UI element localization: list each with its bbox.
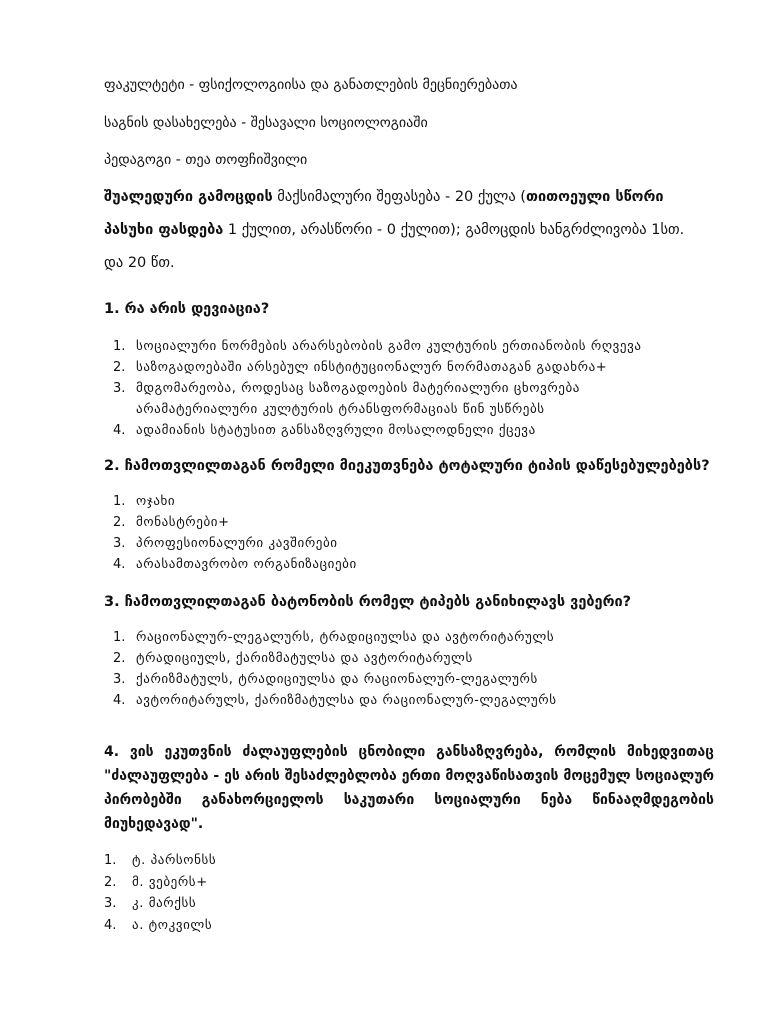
option-text: მდგომარეობა, როდესაც საზოგადოების მატერიალური ცხოვრება არამატერიალური კულტურის ტრანსფორმაციას წინ უსწრებს xyxy=(136,381,581,417)
option-item xyxy=(104,627,704,648)
option-item xyxy=(104,378,664,420)
intro-part-2: მაქსიმალური შეფასება - 20 ქულა ( xyxy=(272,189,526,205)
teacher-line: პედაგოგი - თეა თოფჩიშვილი xyxy=(104,152,308,168)
option-text: საზოგადოებაში არსებულ ინსტიტუციონალურ ნორმათაგან გადახრა+ xyxy=(136,360,608,375)
option-item xyxy=(104,420,664,441)
option-text: მონასტრები+ xyxy=(136,515,230,530)
option-text: პროფესიონალური კავშირები xyxy=(136,536,338,551)
option-text: მ. ვებერს+ xyxy=(132,874,208,890)
option-text: ოჯახი xyxy=(136,494,176,509)
option-number: 4. xyxy=(104,917,117,933)
question-1-options xyxy=(104,336,664,441)
option-number: 2. xyxy=(113,360,126,375)
option-item xyxy=(104,491,664,512)
option-number: 3. xyxy=(113,536,126,551)
option-item xyxy=(104,669,704,690)
exam-intro-paragraph xyxy=(104,181,704,280)
question-3-title: 3. ჩამოთვლილთაგან ბატონობის რომელ ტიპებს განიხილავს ვებერი? xyxy=(104,594,632,610)
option-text: ა. ტოკვილს xyxy=(132,917,213,933)
option-item xyxy=(104,850,504,872)
option-text: ავტორიტარულს, ქარიზმატულსა და რაციონალურ-ლეგალურს xyxy=(136,693,557,708)
question-2-title: 2. ჩამოთვლილთაგან რომელი მიეკუთვნება ტოტალური ტიპის დაწესებულებებს? xyxy=(104,458,710,474)
subject-line: საგნის დასახელება - შესავალი სოციოლოგიაში xyxy=(104,115,428,131)
option-text: კ. მარქსს xyxy=(132,896,197,911)
question-4-options xyxy=(104,850,504,936)
option-item xyxy=(104,893,504,915)
option-number: 3. xyxy=(113,381,126,396)
option-item xyxy=(104,648,704,669)
intro-part-1: შუალედური გამოცდის xyxy=(104,189,273,205)
option-number: 4. xyxy=(113,423,126,438)
option-number: 1. xyxy=(113,339,126,354)
option-text: ტრადიციულს, ქარიზმატულსა და ავტორიტარულს xyxy=(136,651,473,666)
option-text: სოციალური ნორმების არარსებობის გამო კულტურის ერთიანობის რღვევა xyxy=(136,339,642,354)
option-number: 4. xyxy=(113,557,126,572)
option-number: 4. xyxy=(113,693,126,708)
option-item xyxy=(104,554,664,575)
option-number: 3. xyxy=(104,896,117,911)
option-text: ადამიანის სტატუსით განსაზღვრული მოსალოდნელი ქცევა xyxy=(136,423,536,438)
question-2-options xyxy=(104,491,664,575)
option-text: ტ. პარსონსს xyxy=(132,853,217,868)
option-number: 2. xyxy=(113,651,126,666)
question-1-title: 1. რა არის დევიაცია? xyxy=(104,301,270,317)
option-item xyxy=(104,336,664,357)
option-item xyxy=(104,512,664,533)
option-item xyxy=(104,872,504,894)
option-text: არასამთავრობო ორგანიზაციები xyxy=(136,557,357,572)
option-item xyxy=(104,915,504,937)
option-number: 1. xyxy=(113,630,126,645)
option-number: 1. xyxy=(113,494,126,509)
option-item xyxy=(104,533,664,554)
option-number: 2. xyxy=(113,515,126,530)
faculty-line: ფაკულტეტი - ფსიქოლოგიისა და განათლების მეცნიერებათა xyxy=(104,77,518,93)
question-4-title: 4. ვის ეკუთვნის ძალაუფლების ცნობილი განსაზღვრება, რომლის მიხედვითაც "ძალაუფლება - ეს არის შესაძლებლობა ერთი მოღვაწისათვის მოცემულ სოციალურ პირობებში განახორციელოს საკუთარი სოციალური ნება წინააღმდეგობის მიუხედავად". xyxy=(104,744,714,832)
question-3-options xyxy=(104,627,704,711)
option-number: 3. xyxy=(113,672,126,687)
intro-part-3: თითოეული სწორი პასუხი ფასდება xyxy=(104,189,664,238)
option-number: 1. xyxy=(104,853,117,868)
option-text: ქარიზმატულს, ტრადიციულსა და რაციონალურ-ლეგალურს xyxy=(136,672,538,687)
option-text: რაციონალურ-ლეგალურს, ტრადიციულსა და ავტორიტარულს xyxy=(136,630,555,645)
option-item xyxy=(104,690,704,711)
option-item xyxy=(104,357,664,378)
option-number: 2. xyxy=(104,874,117,890)
intro-part-4: 1 ქულით, არასწორი - 0 ქულით); გამოცდის ხანგრძლივობა 1სთ. და 20 წთ. xyxy=(104,222,685,271)
